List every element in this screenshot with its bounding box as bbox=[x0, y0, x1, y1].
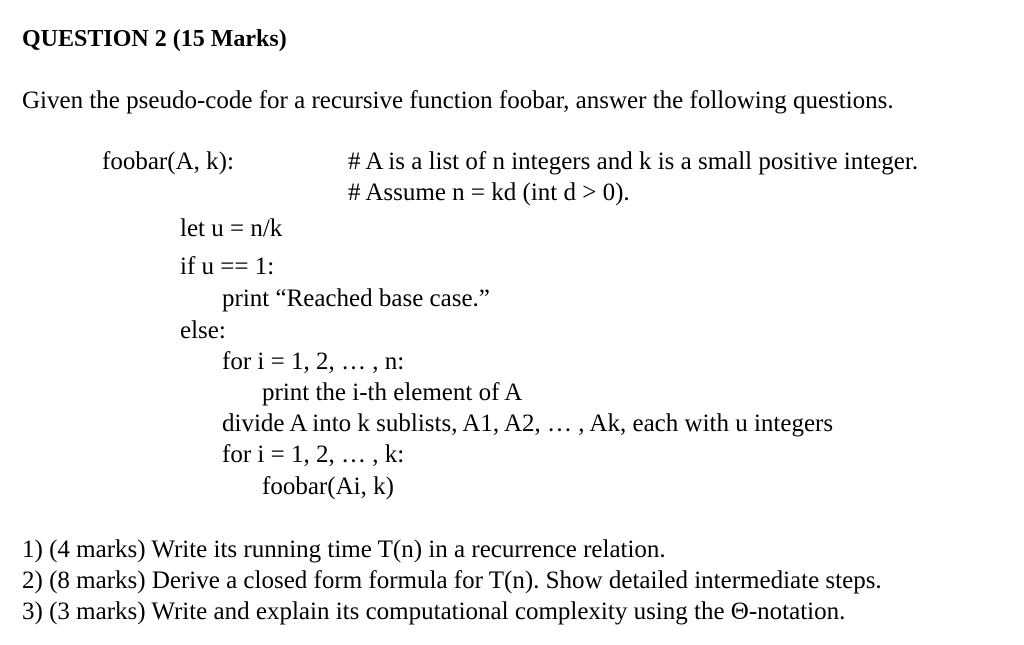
question-item-1: 1) (4 marks) Write its running time T(n) in a recurrence relation. bbox=[22, 536, 666, 563]
print-element-line: print the i-th element of A bbox=[262, 379, 523, 406]
intro-text: Given the pseudo-code for a recursive function foobar, answer the following questions. bbox=[22, 87, 894, 114]
question-item-2: 2) (8 marks) Derive a closed form formula for T(n). Show detailed intermediate steps. bbox=[22, 567, 882, 594]
for-loop-2: for i = 1, 2, … , k: bbox=[222, 441, 405, 468]
else-line: else: bbox=[180, 317, 226, 344]
recursive-call: foobar(Ai, k) bbox=[262, 473, 394, 500]
question-item-3: 3) (3 marks) Write and explain its computational complexity using the Θ-notation. bbox=[22, 598, 846, 625]
divide-line: divide A into k sublists, A1, A2, … , Ak, each with u integers bbox=[222, 410, 834, 437]
let-line: let u = n/k bbox=[180, 215, 283, 242]
comment-line-2: # Assume n = kd (int d > 0). bbox=[348, 179, 630, 206]
question-title: QUESTION 2 (15 Marks) bbox=[22, 26, 287, 52]
print-base-case: print “Reached base case.” bbox=[222, 285, 490, 312]
comment-line-1: # A is a list of n integers and k is a small positive integer. bbox=[348, 148, 919, 175]
if-line: if u == 1: bbox=[180, 253, 275, 280]
for-loop-1: for i = 1, 2, … , n: bbox=[222, 348, 405, 375]
function-signature: foobar(A, k): bbox=[102, 148, 234, 175]
